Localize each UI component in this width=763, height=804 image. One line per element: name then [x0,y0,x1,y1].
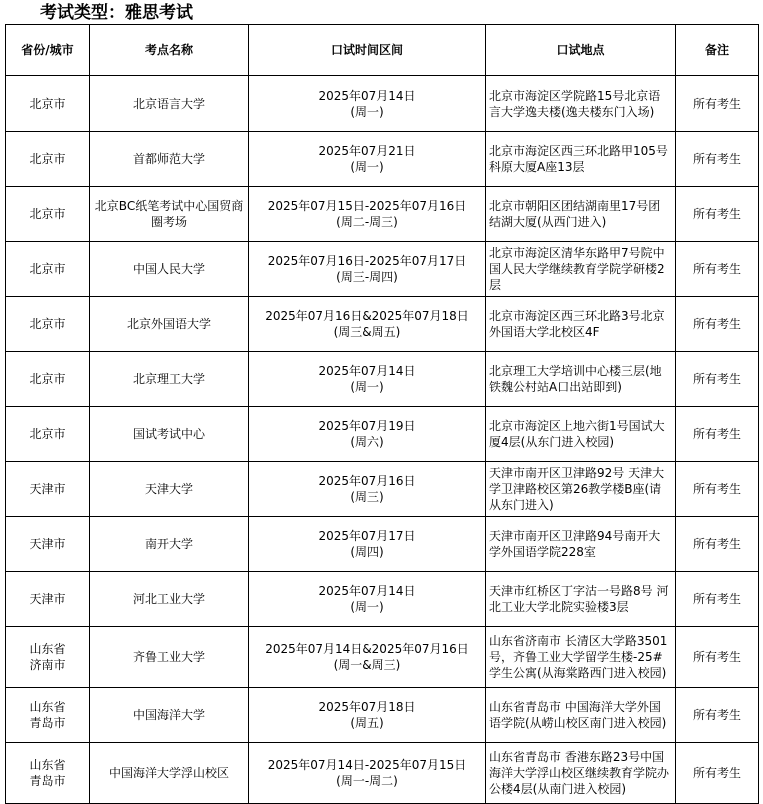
table-row [6,743,759,804]
table-row [6,132,759,187]
note-cell: 所有考生 [676,517,759,572]
table-row [6,688,759,743]
weekday-text: (周一&周三) [333,658,401,672]
weekday-text: (周二-周三) [336,215,398,229]
date-cell [249,187,486,242]
date-cell [249,688,486,743]
weekday-text: (周一) [350,160,384,174]
table-row [6,76,759,132]
date-text: 2025年07月19日 [318,419,416,433]
address-cell: 天津市南开区卫津路92号 天津大学卫津路校区第26教学楼B座(请从东门进入) [486,462,676,517]
venue-cell: 北京BC纸笔考试中心国贸商圈考场 [90,187,249,242]
note-cell: 所有考生 [676,297,759,352]
date-cell [249,76,486,132]
note-cell: 所有考生 [676,187,759,242]
city-cell: 北京市 [6,132,90,187]
city-cell: 北京市 [6,76,90,132]
weekday-text: (周三&周五) [333,325,401,339]
city-cell: 北京市 [6,407,90,462]
table-row [6,297,759,352]
table-row [6,627,759,688]
date-cell [249,352,486,407]
venue-cell: 中国人民大学 [90,242,249,297]
province-text: 山东省 [29,700,66,714]
date-cell [249,627,486,688]
date-cell [249,743,486,804]
table-row [6,572,759,627]
city-cell: 北京市 [6,242,90,297]
city-cell [6,743,90,804]
table-row [6,407,759,462]
address-cell: 山东省青岛市 香港东路23号中国海洋大学浮山校区继续教育学院办公楼4层(从南门进入校园) [486,743,676,804]
venue-cell: 南开大学 [90,517,249,572]
city-text: 济南市 [29,658,66,672]
note-cell: 所有考生 [676,627,759,688]
date-text: 2025年07月16日 [318,474,416,488]
date-text: 2025年07月14日 [318,364,416,378]
province-text: 山东省 [29,758,66,772]
venue-cell: 齐鲁工业大学 [90,627,249,688]
city-cell: 北京市 [6,297,90,352]
address-cell: 山东省济南市 长清区大学路3501号，齐鲁工业大学留学生楼-25#学生公寓(从海棠路西门进入校园) [486,627,676,688]
note-cell: 所有考生 [676,352,759,407]
column-header-note: 备注 [676,25,759,76]
date-text: 2025年07月15日-2025年07月16日 [267,199,467,213]
address-cell: 北京市海淀区西三环北路甲105号科原大厦A座13层 [486,132,676,187]
city-cell: 天津市 [6,572,90,627]
note-cell: 所有考生 [676,572,759,627]
date-cell [249,517,486,572]
venue-cell: 天津大学 [90,462,249,517]
address-cell: 山东省青岛市 中国海洋大学外国语学院(从崂山校区南门进入校园) [486,688,676,743]
date-cell [249,297,486,352]
table-header-row [6,25,759,76]
venue-cell: 中国海洋大学 [90,688,249,743]
venue-cell: 国试考试中心 [90,407,249,462]
column-header-city: 省份/城市 [6,25,90,76]
weekday-text: (周一) [350,104,384,119]
date-text: 2025年07月14日&2025年07月16日 [265,642,469,656]
date-cell [249,242,486,297]
date-text: 2025年07月14日 [318,88,416,103]
venue-cell: 北京语言大学 [90,76,249,132]
city-text: 青岛市 [29,774,66,788]
weekday-text: (周三-周四) [336,270,398,284]
address-cell: 北京市海淀区清华东路甲7号院中国人民大学继续教育学院学研楼2层 [486,242,676,297]
venue-cell: 中国海洋大学浮山校区 [90,743,249,804]
province-text: 山东省 [29,642,66,656]
address-cell: 北京市海淀区西三环北路3号北京外国语大学北校区4F [486,297,676,352]
weekday-text: (周一-周二) [336,774,398,788]
address-cell: 北京市海淀区上地六街1号国试大厦4层(从东门进入校园) [486,407,676,462]
column-header-venue: 考点名称 [90,25,249,76]
venue-cell: 北京理工大学 [90,352,249,407]
table-row [6,352,759,407]
date-text: 2025年07月16日&2025年07月18日 [265,309,469,323]
weekday-text: (周五) [350,716,384,730]
city-cell: 天津市 [6,517,90,572]
city-cell: 北京市 [6,187,90,242]
venue-cell: 首都师范大学 [90,132,249,187]
table-row [6,462,759,517]
city-cell [6,627,90,688]
date-text: 2025年07月14日 [318,584,416,598]
note-cell: 所有考生 [676,743,759,804]
date-text: 2025年07月21日 [318,144,416,158]
weekday-text: (周一) [350,380,384,394]
table-body [6,76,759,804]
date-cell [249,462,486,517]
exam-type-heading: 考试类型：雅思考试 [40,3,193,23]
column-header-address: 口试地点 [486,25,676,76]
date-cell [249,572,486,627]
venue-cell: 北京外国语大学 [90,297,249,352]
table-row [6,187,759,242]
weekday-text: (周六) [350,435,384,449]
table-row [6,517,759,572]
address-cell: 北京市海淀区学院路15号北京语言大学逸夫楼(逸夫楼东门入场) [486,76,676,132]
date-text: 2025年07月17日 [318,529,416,543]
address-cell: 北京市朝阳区团结湖南里17号团结湖大厦(从西门进入) [486,187,676,242]
venue-cell: 河北工业大学 [90,572,249,627]
column-header-date-range: 口试时间区间 [249,25,486,76]
city-cell: 天津市 [6,462,90,517]
date-text: 2025年07月18日 [318,700,416,714]
exam-schedule-table [5,24,759,804]
date-text: 2025年07月16日-2025年07月17日 [267,254,467,268]
note-cell: 所有考生 [676,688,759,743]
date-text: 2025年07月14日-2025年07月15日 [267,758,467,772]
note-cell: 所有考生 [676,242,759,297]
weekday-text: (周一) [350,600,384,614]
note-cell: 所有考生 [676,76,759,132]
address-cell: 天津市南开区卫津路94号南开大学外国语学院228室 [486,517,676,572]
table-row [6,242,759,297]
note-cell: 所有考生 [676,462,759,517]
date-cell [249,132,486,187]
date-cell [249,407,486,462]
note-cell: 所有考生 [676,132,759,187]
city-cell [6,688,90,743]
address-cell: 北京理工大学培训中心楼三层(地铁魏公村站A口出站即到) [486,352,676,407]
note-cell: 所有考生 [676,407,759,462]
address-cell: 天津市红桥区丁字沽一号路8号 河北工业大学北院实验楼3层 [486,572,676,627]
city-cell: 北京市 [6,352,90,407]
weekday-text: (周四) [350,545,384,559]
city-text: 青岛市 [29,716,66,730]
weekday-text: (周三) [350,490,384,504]
